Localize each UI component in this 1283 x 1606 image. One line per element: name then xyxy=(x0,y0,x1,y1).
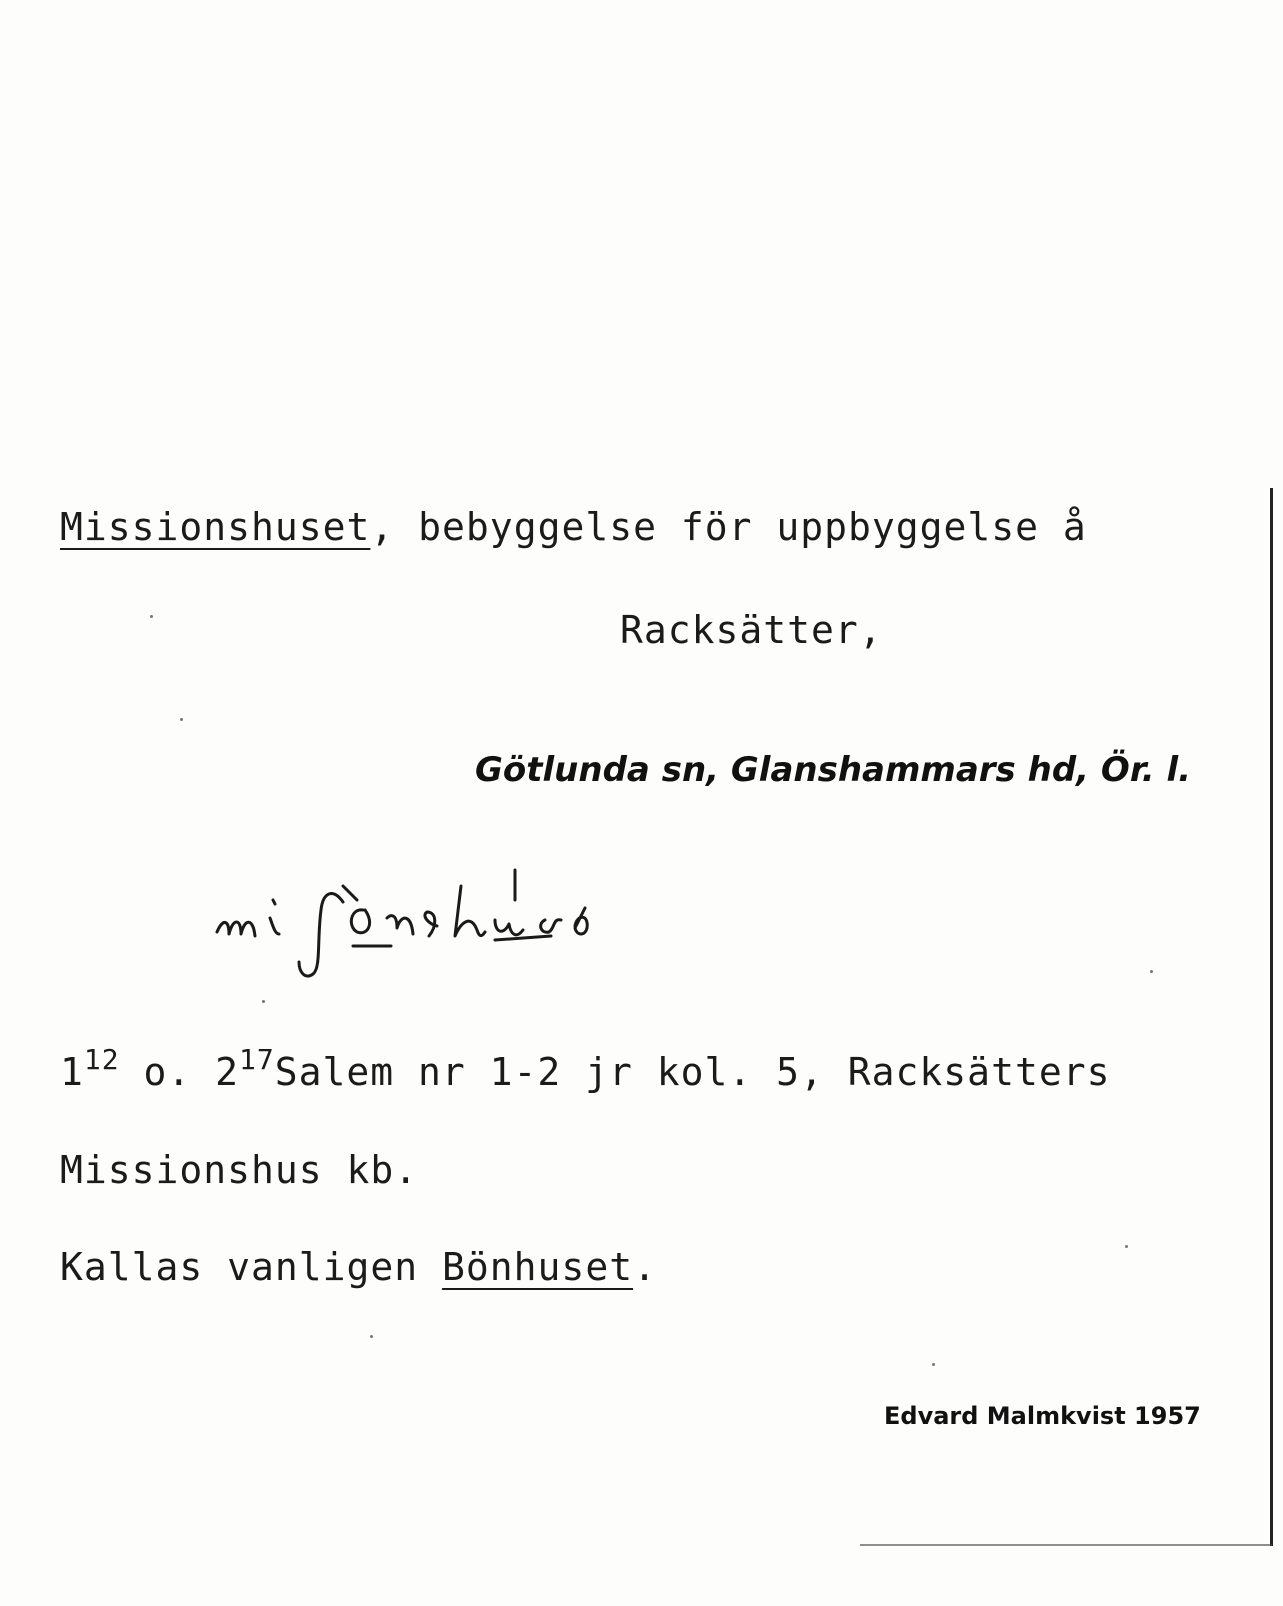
headline xyxy=(60,505,1087,549)
source-part-1: 1 xyxy=(60,1050,84,1094)
source-underlined: Racksätters xyxy=(847,1050,1111,1094)
speck xyxy=(370,1335,373,1338)
source-line xyxy=(60,1043,1111,1094)
source-part-2: o. 2 xyxy=(119,1050,239,1094)
recorder-signature: Edvard Malmkvist 1957 xyxy=(884,1402,1201,1430)
headline-rest: , bebyggelse för uppbyggelse å xyxy=(370,505,1087,549)
speck xyxy=(150,615,153,618)
note-prefix: Kallas vanligen xyxy=(60,1245,443,1289)
speck xyxy=(932,1363,935,1366)
source-sup-2: 17 xyxy=(239,1043,275,1076)
speck xyxy=(180,718,183,721)
note-line xyxy=(60,1245,657,1289)
note-underlined: Bönhuset xyxy=(442,1245,634,1289)
card-edge-bottom xyxy=(860,1544,1272,1546)
parish-line: Götlunda sn, Glanshammars hd, Ör. l. xyxy=(475,750,1192,790)
headword: Missionshuset xyxy=(60,505,371,549)
source-line-2: Missionshus kb. xyxy=(60,1148,419,1192)
source-sup-1: 12 xyxy=(83,1043,120,1076)
speck xyxy=(1125,1245,1128,1248)
place-name: Racksätter, xyxy=(620,608,883,652)
card-edge-right xyxy=(1270,488,1273,1546)
speck xyxy=(262,1000,265,1003)
phonetic-transcription-handwriting xyxy=(215,840,775,990)
note-suffix: . xyxy=(633,1245,657,1289)
source-part-3: Salem nr 1-2 jr kol. 5, xyxy=(274,1050,848,1094)
speck xyxy=(1150,970,1153,973)
